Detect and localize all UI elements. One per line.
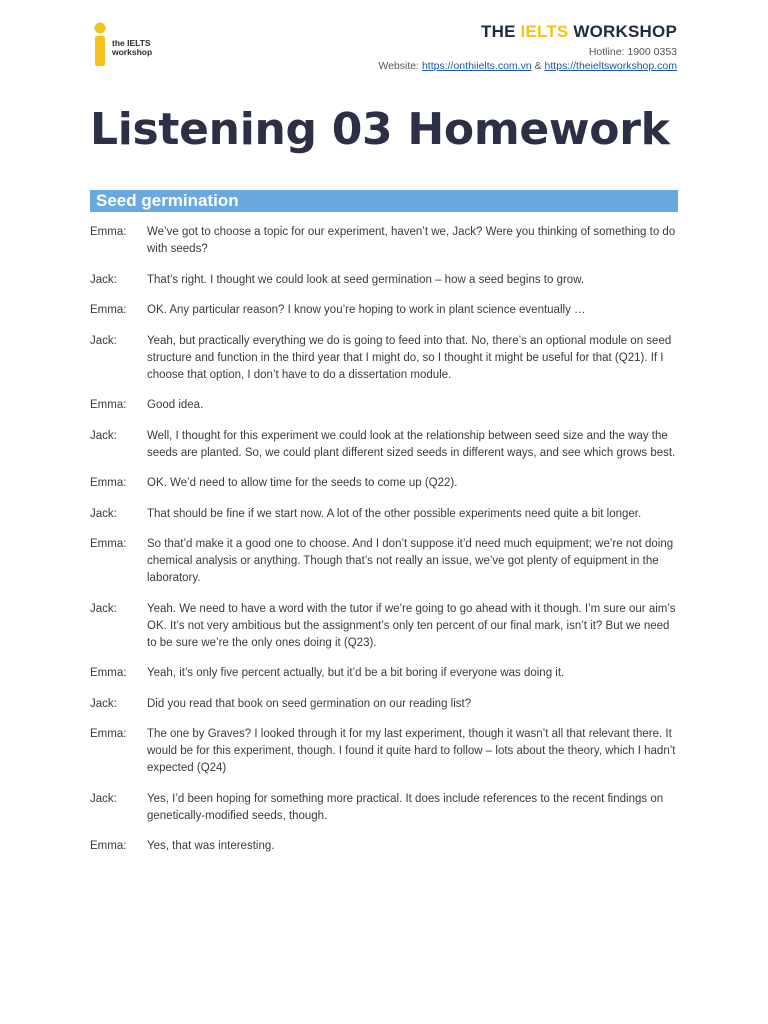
brand-name — [378, 22, 677, 42]
dialogue — [90, 224, 680, 869]
speaker: Jack: — [90, 429, 117, 442]
ielts-workshop-logo — [90, 22, 170, 70]
dialogue-line — [90, 665, 680, 682]
website-link-theieltsworkshop[interactable]: https://theieltsworkshop.com — [544, 60, 677, 72]
utterance: That’s right. I thought we could look at seed germination – how a seed begins to grow. — [147, 273, 585, 286]
dialogue-line — [90, 428, 680, 462]
dialogue-line — [90, 224, 680, 258]
website-separator: & — [531, 60, 545, 72]
utterance: OK. We’d need to allow time for the seeds to come up (Q22). — [147, 477, 458, 489]
dialogue-line — [90, 601, 680, 652]
utterance: The one by Graves? I looked through it for my last experiment, though it wasn’t all that relevant there. It would be for this experiment, though. I found it quite hard to follow – lots about the theory, which I hadn’t expected (Q24) — [147, 728, 676, 774]
utterance: Good idea. — [147, 399, 204, 411]
speaker: Emma: — [90, 226, 127, 238]
website-line — [378, 60, 677, 72]
website-link-onthiielts[interactable]: https://onthiielts.com.vn — [421, 60, 532, 72]
dialogue-line — [90, 726, 680, 777]
speaker: Emma: — [90, 728, 127, 740]
speaker: Emma: — [90, 538, 127, 550]
brand-accent: IELTS — [520, 22, 569, 41]
dialogue-line — [90, 302, 680, 319]
website-label: Website: — [378, 60, 422, 72]
dialogue-line — [90, 475, 680, 492]
logo-i-icon — [90, 22, 110, 68]
brand-part1: THE — [481, 22, 521, 41]
speaker: Jack: — [90, 507, 117, 520]
dialogue-line — [90, 696, 680, 713]
section-heading: Seed germination — [96, 191, 239, 210]
logo-text-line2: workshop — [112, 47, 153, 57]
speaker: Emma: — [90, 477, 127, 489]
speaker: Jack: — [90, 792, 117, 805]
utterance: So that’d make it a good one to choose. And I don’t suppose it’d need much equipment; we’re not doing chemical analysis or anything. Though that’s not really an issue, we’ve got plenty of equipment in the laboratory. — [147, 538, 674, 584]
speaker: Jack: — [90, 697, 117, 710]
speaker: Emma: — [90, 840, 127, 852]
speaker: Emma: — [90, 304, 127, 316]
dialogue-line — [90, 272, 680, 289]
speaker: Jack: — [90, 273, 117, 286]
dialogue-line — [90, 506, 680, 523]
dialogue-line — [90, 397, 680, 414]
dialogue-line — [90, 536, 680, 587]
logo-text — [112, 39, 152, 57]
speaker: Emma: — [90, 667, 127, 679]
utterance: Did you read that book on seed germination on our reading list? — [147, 697, 472, 710]
dialogue-line — [90, 333, 680, 384]
header-contact — [378, 22, 677, 72]
speaker: Emma: — [90, 399, 127, 411]
logo-text-line1: the IELTS — [112, 38, 151, 48]
utterance: Yes, I’d been hoping for something more practical. It does include references to the recent findings on genetically-modified seeds, though. — [147, 792, 664, 822]
page-title: Listening 03 Homework — [90, 104, 670, 155]
dialogue-line — [90, 838, 680, 855]
hotline: Hotline: 1900 0353 — [588, 46, 677, 58]
utterance: Well, I thought for this experiment we could look at the relationship between seed size and the way the seeds are planted. So, we could plant different sized seeds in different ways, and see which grows best. — [147, 429, 676, 459]
utterance: Yes, that was interesting. — [147, 840, 275, 852]
brand-part2: WORKSHOP — [568, 22, 677, 41]
utterance: That should be fine if we start now. A lot of the other possible experiments need quite a bit longer. — [147, 507, 642, 520]
speaker: Jack: — [90, 334, 117, 347]
dialogue-line — [90, 791, 680, 825]
utterance: Yeah. We need to have a word with the tutor if we’re going to go ahead with it though. I’m sure our aim’s OK. It’s not very ambitious but the assignment’s only ten percent of our final mark, isn’t it? But we need to be sure we’re the only ones doing it (Q23). — [147, 602, 676, 649]
utterance: Yeah, but practically everything we do is going to feed into that. No, there’s an optional module on seed structure and function in the third year that I might do, so I thought it might be useful for that (Q21). If I choose that option, I don’t have to do a dissertation module. — [147, 334, 672, 381]
utterance: We’ve got to choose a topic for our experiment, haven’t we, Jack? Were you thinking of something to do with seeds? — [147, 226, 676, 255]
utterance: Yeah, it’s only five percent actually, but it’d be a bit boring if everyone was doing it. — [147, 667, 565, 679]
section-heading-bar — [90, 190, 678, 212]
utterance: OK. Any particular reason? I know you’re hoping to work in plant science eventually … — [147, 304, 586, 316]
speaker: Jack: — [90, 602, 117, 615]
